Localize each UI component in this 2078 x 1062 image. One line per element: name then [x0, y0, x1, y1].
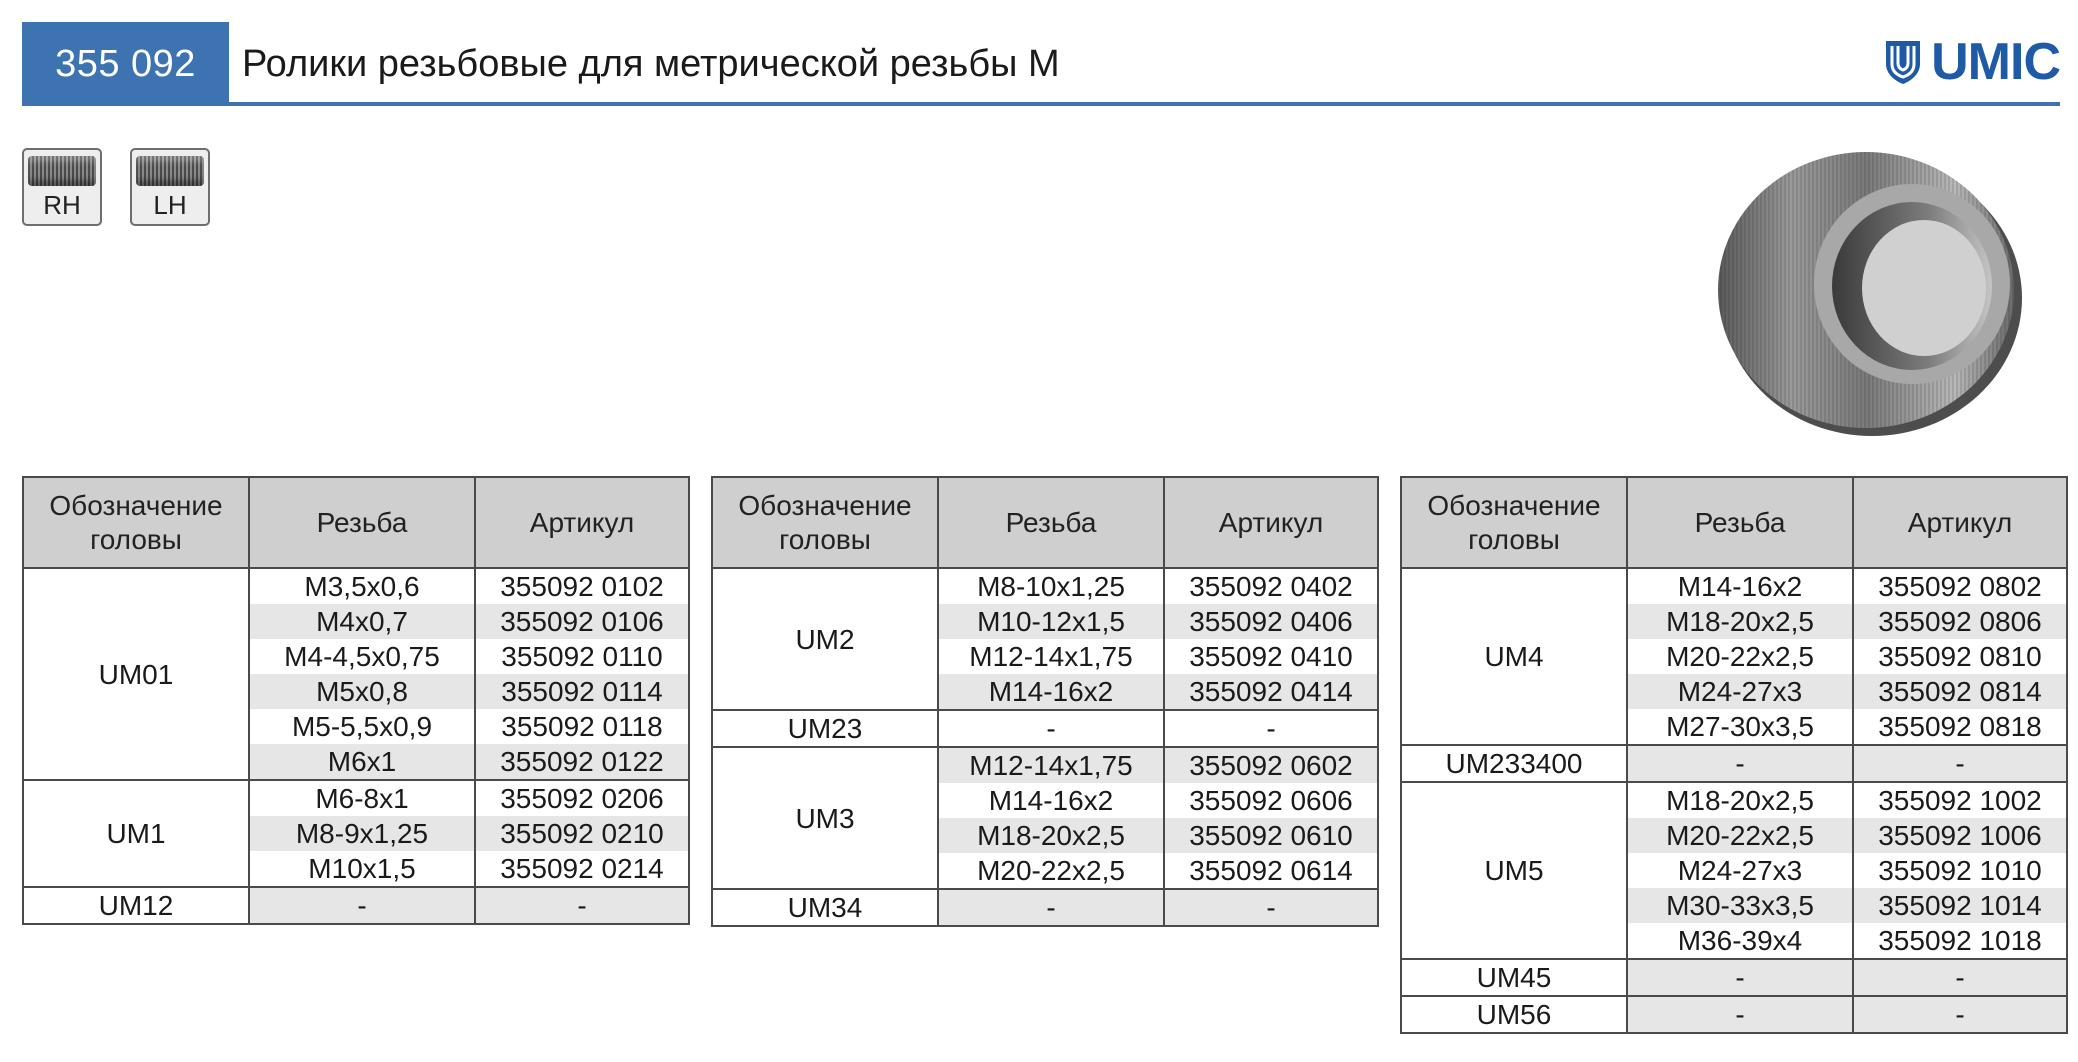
article-cell: 355092 0818	[1853, 709, 2067, 745]
thread-table-2	[711, 476, 1379, 927]
article-cell: -	[1853, 745, 2067, 782]
table-row	[23, 568, 689, 604]
column-header-article: Артикул	[475, 477, 689, 568]
table-row	[1401, 782, 2067, 818]
header-divider	[229, 102, 2060, 106]
thread-cell: M8-10x1,25	[938, 568, 1164, 604]
head-designation: UM4	[1401, 568, 1627, 745]
head-designation: UM45	[1401, 959, 1627, 996]
article-cell: 355092 0414	[1164, 674, 1378, 710]
article-cell: 355092 1002	[1853, 782, 2067, 818]
head-designation: UM3	[712, 747, 938, 889]
badge-label: RH	[43, 190, 81, 220]
brand-logo	[1883, 33, 2060, 91]
right-hand-thread-icon	[28, 156, 96, 186]
head-designation: UM5	[1401, 782, 1627, 959]
thread-cell: M18-20x2,5	[1627, 604, 1853, 639]
thread-cell: M30-33x3,5	[1627, 888, 1853, 923]
thread-roller-illustration	[1712, 140, 2032, 440]
thread-cell: M4-4,5x0,75	[249, 639, 475, 674]
thread-cell: M20-22x2,5	[938, 853, 1164, 889]
table-row	[712, 747, 1378, 783]
thread-cell: M6x1	[249, 744, 475, 780]
thread-cell: M5-5,5x0,9	[249, 709, 475, 744]
thread-cell: M24-27x3	[1627, 674, 1853, 709]
article-cell: 355092 0210	[475, 816, 689, 851]
article-cell: 355092 0106	[475, 604, 689, 639]
table-row	[712, 568, 1378, 604]
head-designation: UM12	[23, 887, 249, 924]
thread-cell: M24-27x3	[1627, 853, 1853, 888]
article-cell: 355092 1010	[1853, 853, 2067, 888]
thread-cell: M5x0,8	[249, 674, 475, 709]
column-header-article: Артикул	[1853, 477, 2067, 568]
thread-cell: M14-16x2	[938, 783, 1164, 818]
table-row	[712, 710, 1378, 747]
head-designation: UM34	[712, 889, 938, 926]
article-cell: 355092 0402	[1164, 568, 1378, 604]
head-designation: UM233400	[1401, 745, 1627, 782]
article-cell: 355092 0814	[1853, 674, 2067, 709]
article-cell: 355092 0602	[1164, 747, 1378, 783]
thread-cell: M18-20x2,5	[1627, 782, 1853, 818]
thread-cell: -	[938, 710, 1164, 747]
article-cell: 355092 1006	[1853, 818, 2067, 853]
page-header	[22, 22, 2060, 106]
thread-cell: M20-22x2,5	[1627, 639, 1853, 674]
article-cell: 355092 0118	[475, 709, 689, 744]
head-designation: UM01	[23, 568, 249, 780]
thread-cell: -	[1627, 996, 1853, 1033]
rh-badge	[22, 148, 102, 226]
article-cell: 355092 0614	[1164, 853, 1378, 889]
badge-label: LH	[153, 190, 187, 220]
thread-table-1	[22, 476, 690, 925]
article-cell: 355092 0610	[1164, 818, 1378, 853]
thread-cell: -	[1627, 959, 1853, 996]
column-header-head: Обозначение головы	[23, 477, 249, 568]
thread-table-3	[1400, 476, 2068, 1034]
thread-cell: M4x0,7	[249, 604, 475, 639]
column-header-thread: Резьба	[938, 477, 1164, 568]
page-title: Ролики резьбовые для метрической резьбы M	[242, 42, 1060, 85]
article-cell: 355092 0606	[1164, 783, 1378, 818]
thread-cell: M3,5x0,6	[249, 568, 475, 604]
article-cell: 355092 0410	[1164, 639, 1378, 674]
column-header-head: Обозначение головы	[1401, 477, 1627, 568]
thread-cell: M12-14x1,75	[938, 639, 1164, 674]
table-row	[1401, 568, 2067, 604]
table-row	[1401, 959, 2067, 996]
article-cell: 355092 0406	[1164, 604, 1378, 639]
thread-cell: M14-16x2	[1627, 568, 1853, 604]
thread-cell: M14-16x2	[938, 674, 1164, 710]
thread-cell: -	[938, 889, 1164, 926]
article-cell: -	[1853, 959, 2067, 996]
article-cell: 355092 0110	[475, 639, 689, 674]
left-hand-thread-icon	[136, 156, 204, 186]
article-cell: -	[1164, 889, 1378, 926]
head-designation: UM2	[712, 568, 938, 710]
table-row	[1401, 996, 2067, 1033]
article-cell: 355092 0214	[475, 851, 689, 887]
logo-text: UMIC	[1931, 33, 2060, 91]
article-cell: 355092 1014	[1853, 888, 2067, 923]
column-header-head: Обозначение головы	[712, 477, 938, 568]
product-image	[1712, 140, 2032, 445]
thread-direction-badges	[22, 148, 210, 226]
article-cell: 355092 1018	[1853, 923, 2067, 959]
head-designation: UM1	[23, 780, 249, 887]
thread-cell: M10x1,5	[249, 851, 475, 887]
thread-cell: M36-39x4	[1627, 923, 1853, 959]
table-row	[712, 889, 1378, 926]
thread-cell: M20-22x2,5	[1627, 818, 1853, 853]
shield-icon	[1883, 38, 1923, 86]
article-cell: 355092 0802	[1853, 568, 2067, 604]
thread-cell: -	[1627, 745, 1853, 782]
article-cell: 355092 0102	[475, 568, 689, 604]
article-cell: 355092 0122	[475, 744, 689, 780]
article-cell: 355092 0810	[1853, 639, 2067, 674]
thread-cell: M10-12x1,5	[938, 604, 1164, 639]
article-cell: -	[475, 887, 689, 924]
head-designation: UM56	[1401, 996, 1627, 1033]
lh-badge	[130, 148, 210, 226]
article-cell: 355092 0806	[1853, 604, 2067, 639]
table-row	[1401, 745, 2067, 782]
article-cell: 355092 0114	[475, 674, 689, 709]
thread-cell: M12-14x1,75	[938, 747, 1164, 783]
article-cell: 355092 0206	[475, 780, 689, 816]
thread-cell: M27-30x3,5	[1627, 709, 1853, 745]
column-header-thread: Резьба	[249, 477, 475, 568]
thread-cell: M8-9x1,25	[249, 816, 475, 851]
column-header-thread: Резьба	[1627, 477, 1853, 568]
column-header-article: Артикул	[1164, 477, 1378, 568]
catalog-code: 355 092	[22, 22, 229, 106]
article-cell: -	[1164, 710, 1378, 747]
table-row	[23, 780, 689, 816]
article-cell: -	[1853, 996, 2067, 1033]
thread-cell: M18-20x2,5	[938, 818, 1164, 853]
thread-cell: M6-8x1	[249, 780, 475, 816]
table-row	[23, 887, 689, 924]
thread-cell: -	[249, 887, 475, 924]
head-designation: UM23	[712, 710, 938, 747]
